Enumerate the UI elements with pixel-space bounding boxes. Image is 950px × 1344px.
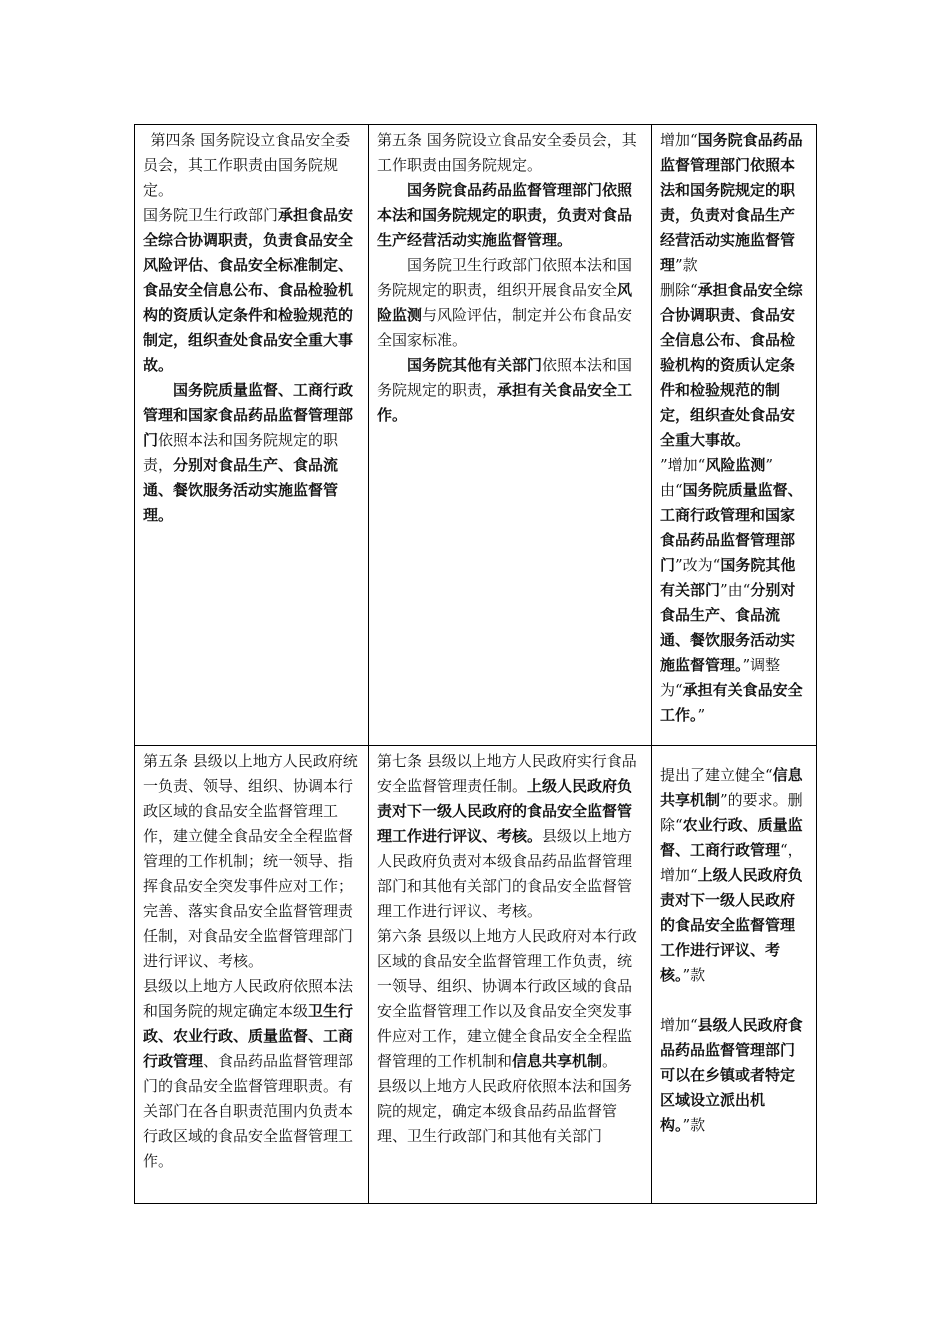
bold-text: 上级人民政府负责对下一级人民政府的食品安全监督管理工作进行评议、考核。 <box>377 777 633 845</box>
new-article-6-para-1 <box>377 924 643 1074</box>
new-article-5-para-4 <box>377 353 643 428</box>
text-span: ”的要求。删除“ <box>660 791 803 834</box>
text-span: 删除“ <box>660 281 698 299</box>
bold-text: 国务院食品药品监督管理部门依照本法和国务院规定的职责，负责对食品生产经营活动实施监督管理 <box>660 131 803 274</box>
text-span: ”款 <box>682 966 706 984</box>
text-span: “，增加“ <box>660 841 803 884</box>
new-article-5-para-2 <box>377 178 643 253</box>
old-article-4-para-1: 第四条 国务院设立食品安全委员会，其工作职责由国务院规定。 <box>143 131 351 199</box>
bold-text: 承担食品安全综合协调职责，负责食品安全风险评估、食品安全标准制定、食品安全信息公布、食品检验机构的资质认定条件和检验规范的制定，组织查处食品安全重大事故。 <box>143 206 354 374</box>
text-span: ” <box>697 706 706 724</box>
bold-text: 县级人民政府食品药品监督管理部门可以在乡镇或者特定区域设立派出机构。 <box>660 1016 803 1134</box>
bold-text: 风险监测 <box>705 456 766 474</box>
text-span: 国务院卫生行政部门依照本法和国务院规定的职责，组织开展食品安全 <box>377 256 633 299</box>
note-add-paragraph <box>660 128 808 278</box>
note-add-risk-monitoring <box>660 453 808 478</box>
spacer <box>660 988 808 1013</box>
bold-text: 风险监测 <box>377 281 633 324</box>
text-span: ”由“ <box>720 581 751 599</box>
new-article-6-para-2: 县级以上地方人民政府依照本法和国务院的规定，确定本级食品药品监督管理、卫生行政部门和其他有关部门 <box>377 1077 633 1145</box>
text-span: ”增加“ <box>660 456 706 474</box>
bold-text: 国务院质量监督、工商行政管理和国家食品药品监督管理部门 <box>143 381 354 449</box>
text-span: 增加“ <box>660 1016 698 1034</box>
bold-text: 卫生行政、农业行政、质量监督、工商行政管理 <box>143 1002 354 1070</box>
note-info-sharing <box>660 763 808 988</box>
table-row <box>135 746 817 1204</box>
text-span: ”款 <box>682 1116 706 1134</box>
old-text-cell <box>135 125 369 746</box>
text-span: 国务院卫生行政部门 <box>143 206 279 224</box>
bold-text: 农业行政、质量监督、工商行政管理 <box>660 816 803 859</box>
text-span: ”调整为“ <box>660 656 781 699</box>
old-article-4-para-3 <box>143 378 360 528</box>
old-article-4-para-2 <box>143 203 360 378</box>
text-span: 县级以上地方人民政府负责对本级食品药品监督管理部门和其他有关部门的食品安全监督管理工作进行评议、考核。 <box>377 827 633 920</box>
new-article-5-para-3 <box>377 253 643 353</box>
bold-text: 承担有关食品安全工作。 <box>377 381 633 424</box>
bold-text: 国务院其他有关部门 <box>660 556 796 599</box>
new-article-7 <box>377 749 643 924</box>
bold-text: 分别对食品生产、食品流通、餐饮服务活动实施监督管理。 <box>143 456 339 524</box>
new-text-cell <box>369 125 652 746</box>
text-span: 增加“ <box>660 131 698 149</box>
text-span: 由“ <box>660 481 683 499</box>
text-span: 第六条 县级以上地方人民政府对本行政区域的食品安全监督管理工作负责，统一领导、组织、协调本行政区域的食品安全监督管理工作以及食品安全突发事件应对工作，建立健全食品安全全程监督管理的工作机制和 <box>377 927 637 1070</box>
text-span: 。 <box>602 1052 618 1070</box>
bold-text: 信息共享机制 <box>512 1052 603 1070</box>
bold-text: 承担食品安全综合协调职责、食品安全信息公布、食品检验机构的资质认定条件和检验规范的制定，组织查处食品安全重大事故。 <box>660 281 803 449</box>
text-span: 县级以上地方人民政府依照本法和国务院的规定确定本级 <box>143 977 354 1020</box>
text-span: 提出了建立健全“ <box>660 766 773 784</box>
bold-text: 国务院食品药品监督管理部门依照本法和国务院规定的职责，负责对食品生产经营活动实施监督管理。 <box>377 181 633 249</box>
note-dispatch-agency <box>660 1013 808 1138</box>
table-row <box>135 125 817 746</box>
change-note-cell <box>652 746 817 1204</box>
law-comparison-table <box>134 124 817 1204</box>
bold-text: 上级人民政府负责对下一级人民政府的食品安全监督管理工作进行评议、考核。 <box>660 866 803 984</box>
text-span: 依照本法和国务院规定的职责， <box>143 431 339 474</box>
bold-text: 信息共享机制 <box>660 766 803 809</box>
text-span: 、食品药品监督管理部门的食品安全监督管理职责。有关部门在各自职责范围内负责本行政区域的食品安全监督管理工作。 <box>143 1052 354 1170</box>
old-text-cell <box>135 746 369 1204</box>
old-article-5-para-2 <box>143 974 360 1174</box>
text-span: 第七条 县级以上地方人民政府实行食品安全监督管理责任制。 <box>377 752 637 795</box>
bold-text: 国务院其他有关部门 <box>407 356 543 374</box>
text-span: 依照本法和国务院规定的职责， <box>377 356 633 399</box>
bold-text: 国务院质量监督、工商行政管理和国家食品药品监督管理部门 <box>660 481 803 574</box>
bold-text: 分别对食品生产、食品流通、餐饮服务活动实施监督管理。 <box>660 581 796 674</box>
bold-text: 承担有关食品安全工作。 <box>660 681 803 724</box>
new-text-cell <box>369 746 652 1204</box>
old-article-5-para-1: 第五条 县级以上地方人民政府统一负责、领导、组织、协调本行政区域的食品安全监督管理工作，建立健全食品安全全程监督管理的工作机制；统一领导、指挥食品安全突发事件应对工作；完善、落实食品安全监督管理责任制，对食品安全监督管理部门进行评议、考核。 <box>143 752 358 970</box>
note-delete-paragraph <box>660 278 808 453</box>
text-span: ” <box>765 456 774 474</box>
text-span: 与风险评估，制定并公布食品安全国家标准。 <box>377 306 633 349</box>
change-note-cell <box>652 125 817 746</box>
text-span: ”改为“ <box>675 556 721 574</box>
note-change-paragraph <box>660 478 808 728</box>
new-article-5-para-1: 第五条 国务院设立食品安全委员会，其工作职责由国务院规定。 <box>377 131 637 174</box>
text-span: ”款 <box>675 256 698 274</box>
